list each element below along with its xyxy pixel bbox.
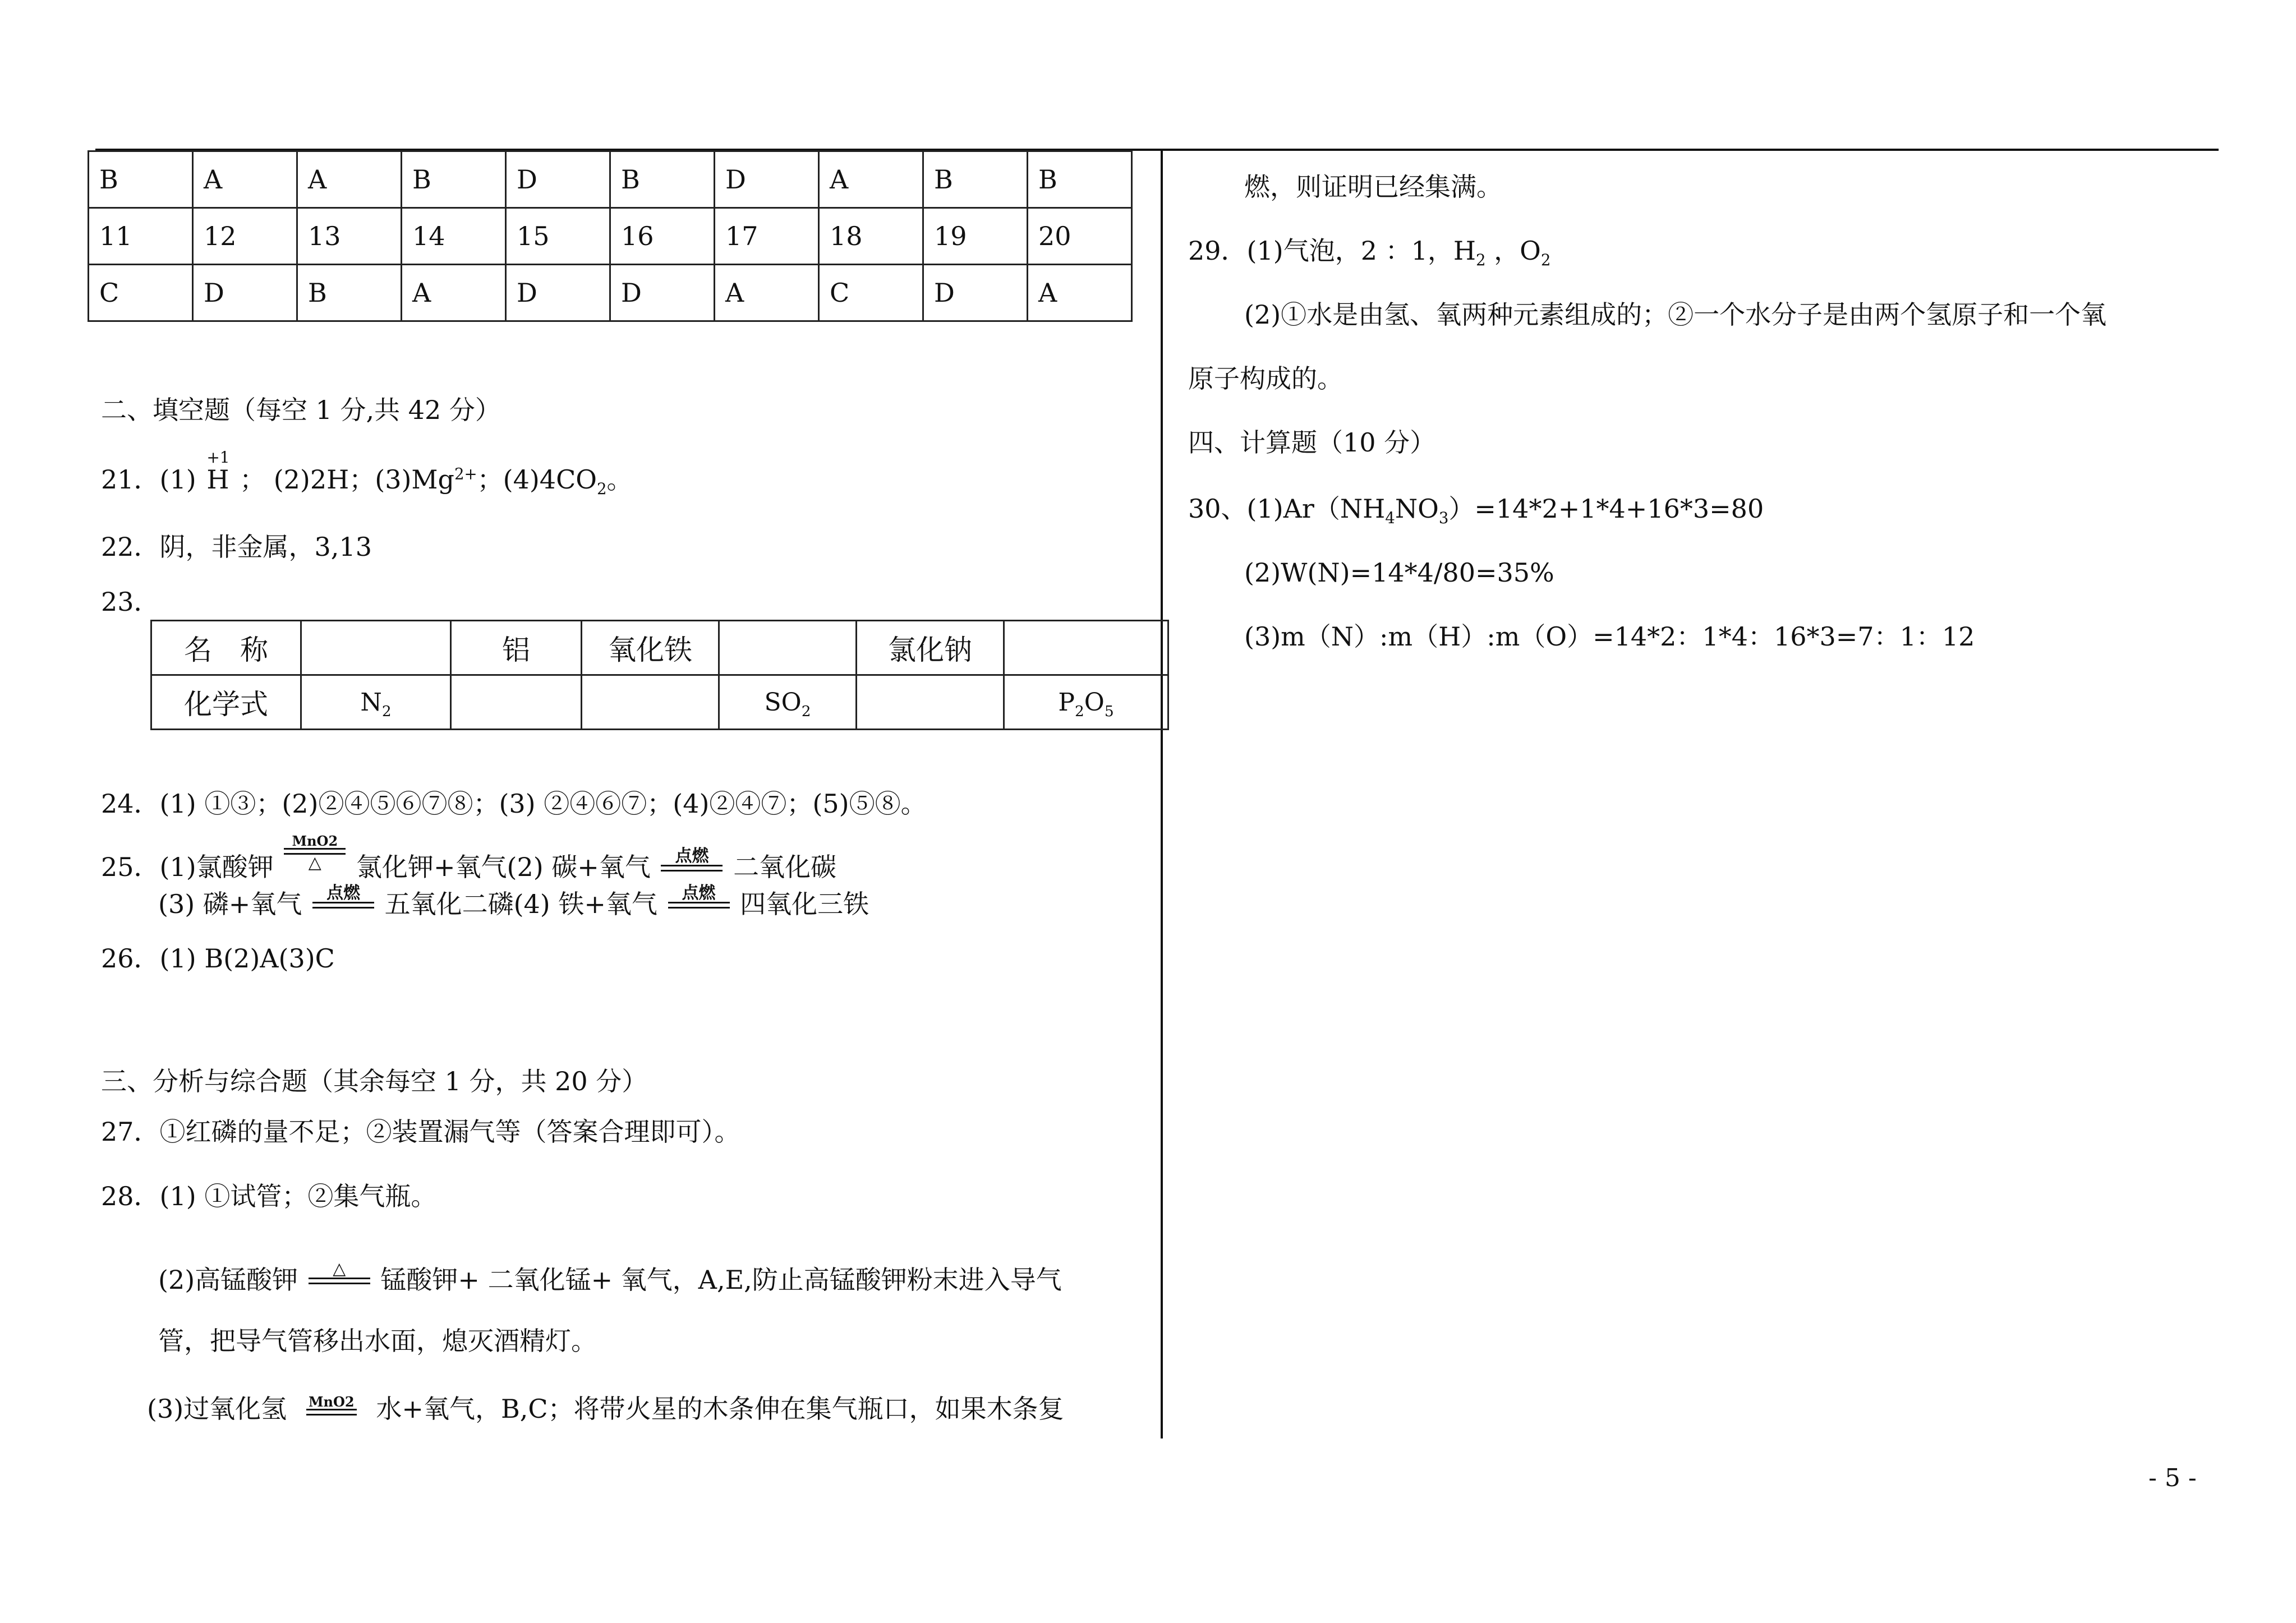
heat-symbol: △ [308,853,321,873]
formula-sub: 5 [1104,702,1114,720]
answer-cell: D [715,151,819,208]
catalyst-label: MnO2 [292,833,338,849]
question-number-cell: 16 [610,208,715,265]
answer-cell: D [506,151,610,208]
q28-part3-line2: 燃，则证明已经集满。 [1244,172,1502,202]
q25-text: 氯化钾+氧气(2) 碳+氧气 [356,852,651,882]
q28-text: 水+氧气，B,C；将带火星的木条伸在集气瓶口，如果木条复 [376,1394,1064,1424]
q21-plus1: +1 [206,448,230,467]
q28-part3-line1 [147,1395,1064,1422]
answer-cell: D [923,265,1028,321]
formula-text: P [1058,688,1075,717]
question-number-cell: 12 [193,208,297,265]
answer-cell: B [89,151,193,208]
q30-text: NO [1395,494,1439,524]
ignite-label: 点燃 [675,846,709,866]
q28-text: (2)高锰酸钾 [158,1265,298,1295]
table-cell: 氧化铁 [582,621,719,675]
catalyst-label: MnO2 [308,1394,355,1410]
q24-answer: 24．(1) ①③；(2)②④⑤⑥⑦⑧；(3) ②④⑥⑦；(4)②④⑦；(5)⑤⑧。 [101,789,927,819]
answers-table [88,150,1133,322]
formula-sub: 2 [381,702,392,720]
reaction-condition [284,834,346,872]
q28-part2-line2: 管，把导气管移出水面，熄灭酒精灯。 [158,1326,597,1356]
table-row [151,621,1168,675]
section3-heading: 三、分析与综合题（其余每空 1 分，共 20 分） [101,1066,648,1096]
table-row [89,151,1132,208]
q30-part1 [1188,494,1764,528]
question-number-cell: 17 [715,208,819,265]
q21-co2-sub: 2 [596,479,607,499]
q25-text: 25．(1)氯酸钾 [101,852,274,882]
reaction-condition [312,885,374,909]
q25-line1 [101,834,836,880]
reaction-condition [668,885,730,909]
answer-cell: D [193,265,297,321]
answer-cell: D [506,265,610,321]
q23-formula-table [150,620,1169,730]
q30-part3: (3)m（N）:m（H）:m（O）=14*2：1*4：16*3=7：1：12 [1244,621,1975,652]
q21-h: H [206,464,229,495]
answer-cell: C [819,265,923,321]
ignite-label: 点燃 [326,883,360,903]
q30-sub: 3 [1438,509,1449,528]
question-number-cell: 13 [297,208,402,265]
section2-heading: 二、填空题（每空 1 分,共 42 分） [101,395,501,425]
question-number-cell: 14 [402,208,506,265]
q25-text: 五氧化二磷(4) 铁+氧气 [384,889,657,919]
q29-sub: 2 [1475,251,1486,270]
table-cell: 化学式 [151,675,301,730]
q25-text: 二氧化碳 [733,852,837,882]
table-cell [1004,621,1168,675]
answer-cell: B [923,151,1028,208]
question-number-cell: 18 [819,208,923,265]
q29-part2-line2: 原子构成的。 [1188,363,1343,394]
formula-sub: 2 [1074,702,1084,720]
q21-label: 21．(1) [101,464,196,495]
formula-text: SO [764,688,802,717]
q28-text: (3)过氧化氢 [147,1394,287,1424]
q21-h-valence [206,448,230,495]
answer-cell: A [819,151,923,208]
answer-cell: C [89,265,193,321]
formula-so2 [719,675,857,730]
table-cell: 名 称 [151,621,301,675]
question-number-cell: 19 [923,208,1028,265]
table-cell: 铝 [451,621,582,675]
q28-part1: 28．(1) ①试管；②集气瓶。 [101,1181,437,1211]
q29-text: ，O [1485,236,1541,266]
table-cell: 氯化钠 [857,621,1004,675]
reaction-condition [661,848,723,872]
q22-answer: 22．阴，非金属，3,13 [101,532,372,562]
table-cell [301,621,451,675]
q21-mg-charge: 2+ [454,464,477,483]
q30-text: 30、(1)Ar（NH [1188,494,1386,524]
table-cell [582,675,719,730]
q29-text: 29．(1)气泡，2 ：1，H [1188,236,1476,266]
answer-cell: A [297,151,402,208]
question-number-cell: 11 [89,208,193,265]
table-cell [451,675,582,730]
table-cell [857,675,1004,730]
answer-cell: B [1028,151,1132,208]
q23-label: 23． [101,587,160,617]
table-row [89,208,1132,265]
q28-part2-line1 [158,1261,1062,1293]
answer-cell: D [610,265,715,321]
q25-text: 四氧化三铁 [740,889,869,919]
reaction-condition [306,1395,357,1415]
formula-sub: 2 [801,702,811,720]
answer-cell: A [1028,265,1132,321]
formula-text: O [1084,688,1105,717]
q21-answer [101,448,633,499]
table-row [89,265,1132,321]
ignite-label: 点燃 [682,883,716,903]
answer-cell: A [193,151,297,208]
answer-cell: B [610,151,715,208]
page-number: - 5 - [2148,1464,2197,1492]
q29-part2-line1: (2)①水是由氢、氧两种元素组成的；②一个水分子是由两个氢原子和一个氧 [1244,299,2107,330]
q21-rest-a: ； (2)2H；(3)Mg [240,464,454,495]
answer-cell: A [715,265,819,321]
section4-heading: 四、计算题（10 分） [1188,427,1436,458]
q29-part1 [1188,236,1551,270]
q21-end: 。 [606,464,633,495]
table-row [151,675,1168,730]
answer-cell: A [402,265,506,321]
q30-sub: 4 [1385,509,1395,528]
heat-symbol: △ [333,1259,346,1279]
answer-cell: B [297,265,402,321]
formula-n2 [301,675,451,730]
q26-answer: 26．(1) B(2)A(3)C [101,943,335,974]
q30-text: ）=14*2+1*4+16*3=80 [1448,494,1764,524]
question-number-cell: 20 [1028,208,1132,265]
q29-sub: 2 [1540,251,1551,270]
reaction-condition [309,1261,370,1284]
q30-part2: (2)W(N)=14*4/80=35% [1244,557,1554,588]
answer-cell: B [402,151,506,208]
question-number-cell: 15 [506,208,610,265]
formula-p2o5 [1004,675,1168,730]
q25-text: (3) 磷+氧气 [158,889,302,919]
column-divider [1161,149,1163,1438]
q27-answer: 27．①红磷的量不足；②装置漏气等（答案合理即可）。 [101,1117,740,1147]
formula-text: N [360,688,382,717]
q25-line2 [158,885,869,917]
table-cell [719,621,857,675]
q28-text: 锰酸钾+ 二氧化锰+ 氧气，A,E,防止高锰酸钾粉末进入导气 [380,1265,1062,1295]
q21-rest-b: ；(4)4CO [477,464,597,495]
